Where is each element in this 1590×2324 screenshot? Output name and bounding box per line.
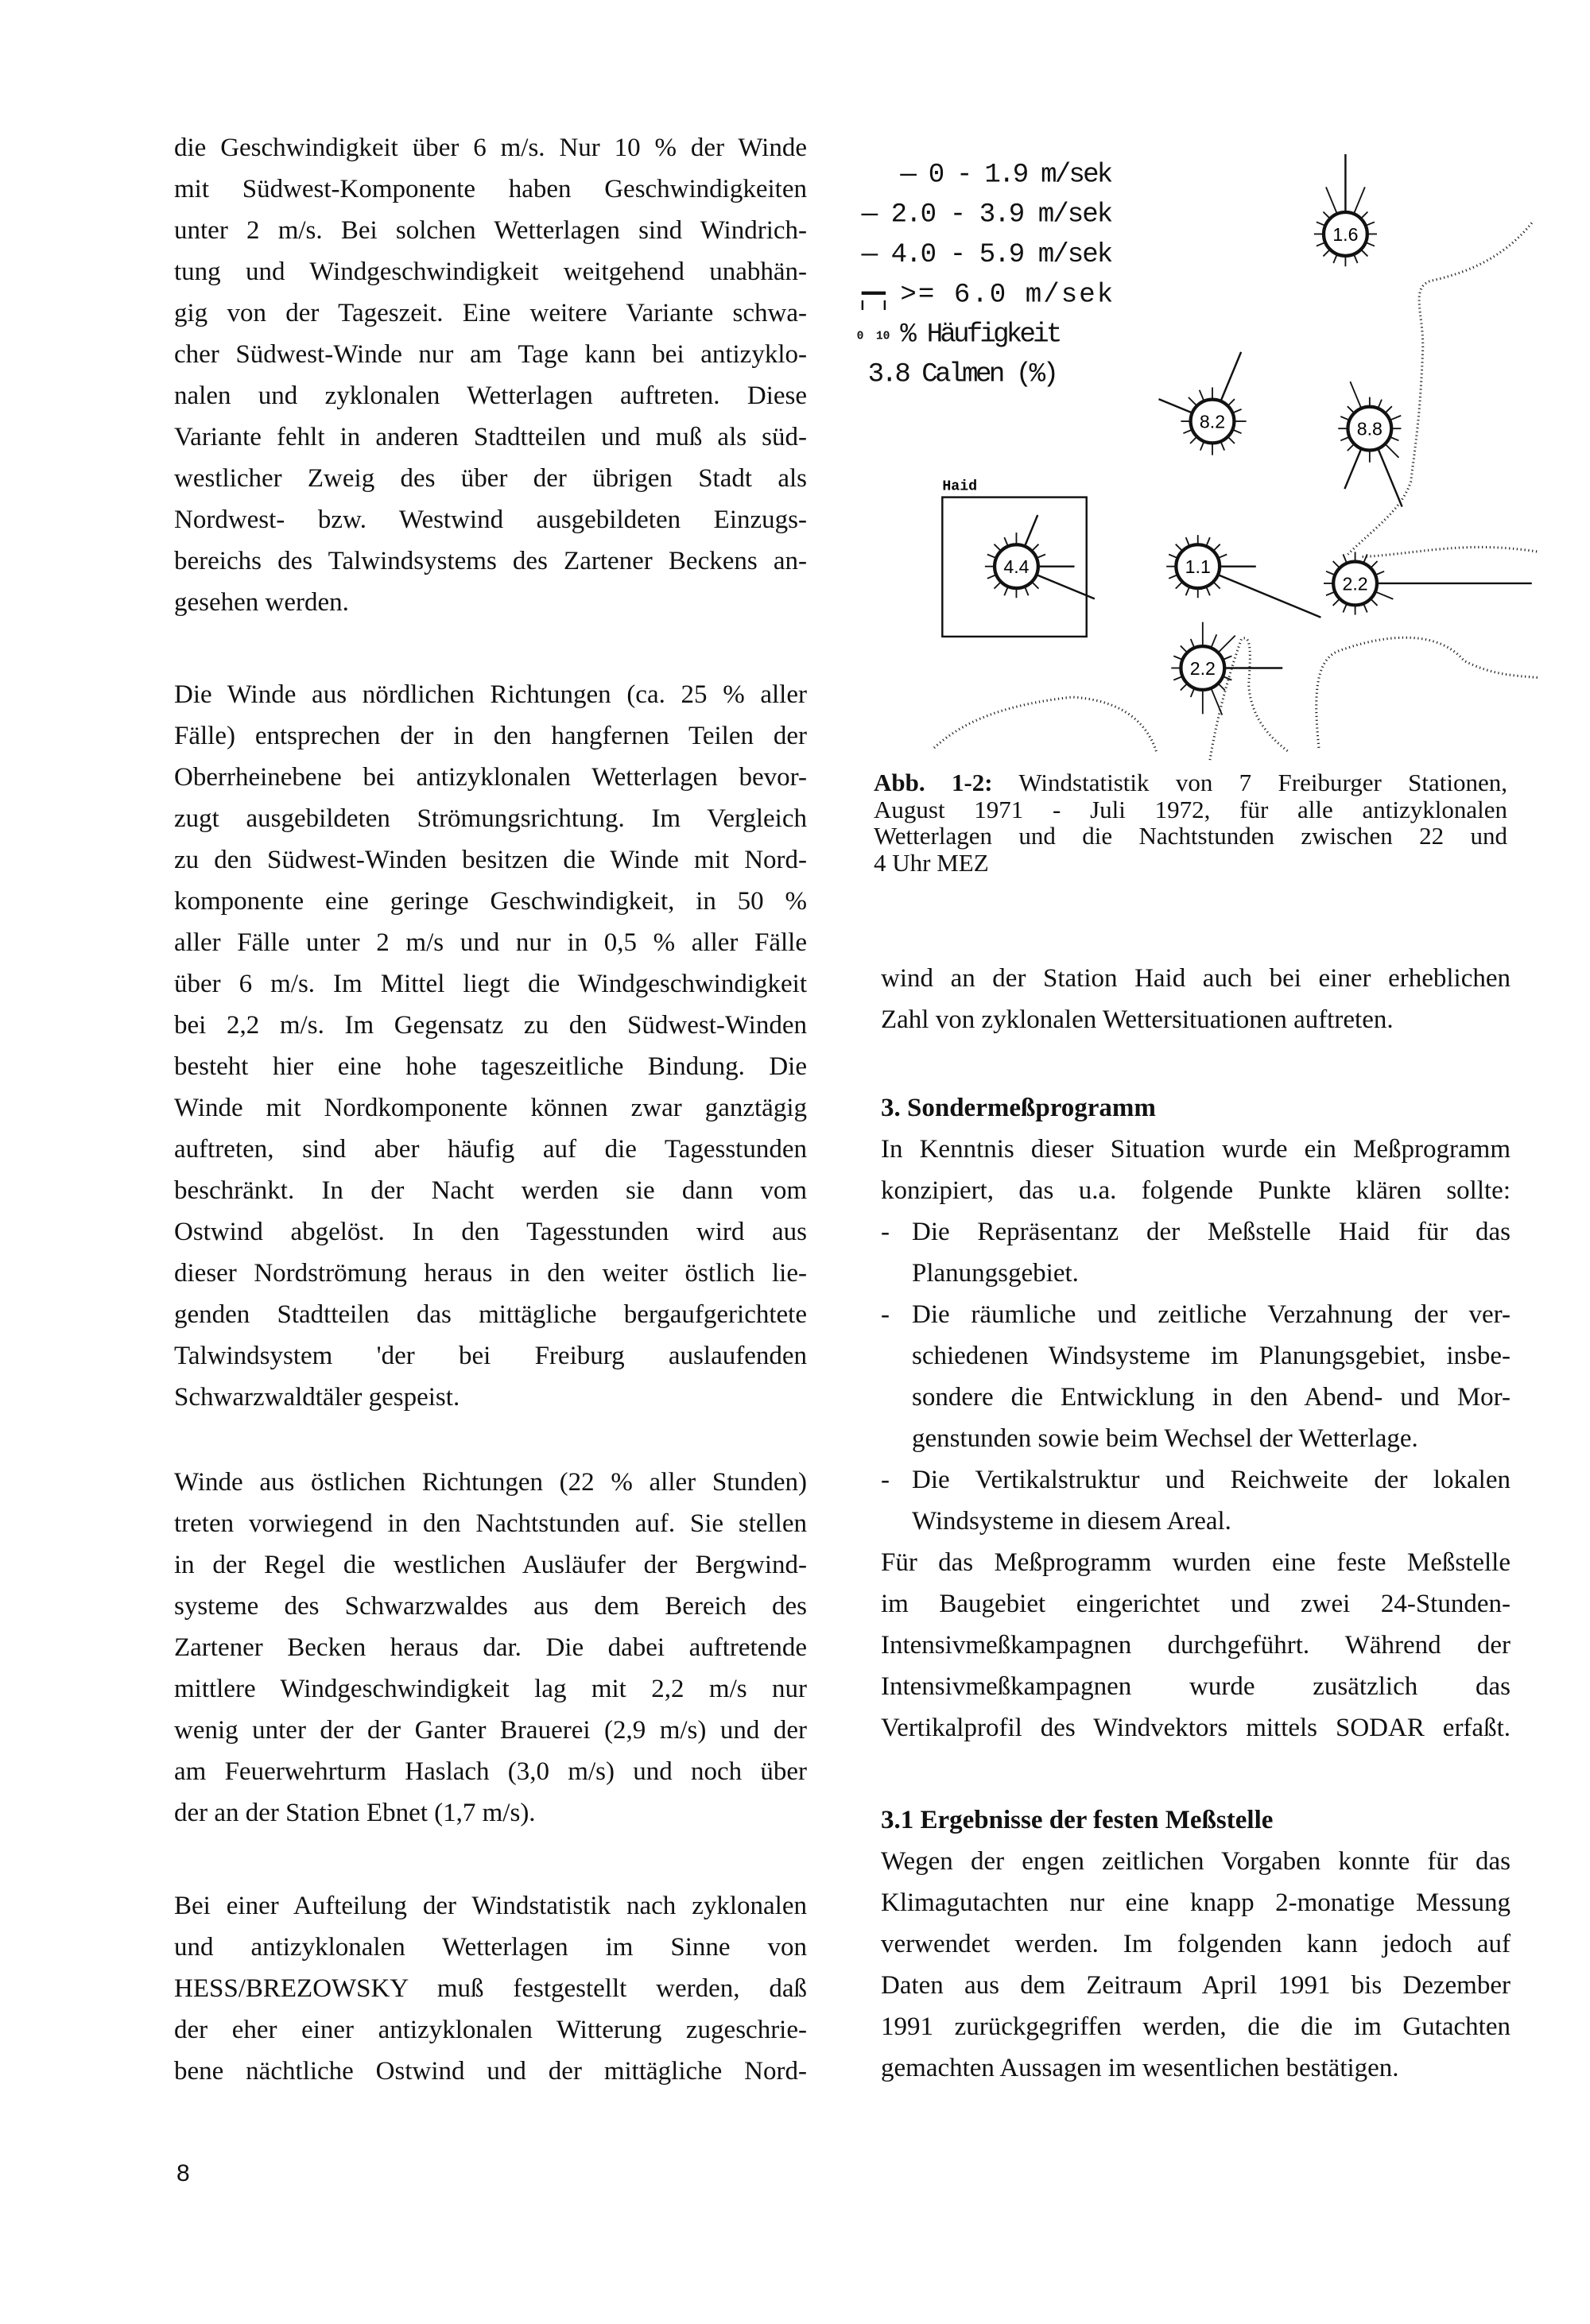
caption-text: August 1971 - Juli 1972, für alle antizyklonalen [874,795,1507,823]
text-line [881,1501,1510,1542]
text-line: und antizyklonalen Wetterlagen im Sinne von [174,1933,807,1962]
text-line: 1991 zurückgegriffen werden, die die im Gutachten [881,2012,1510,2041]
bullet-text: Die Vertikalstruktur und Reichweite der lokalen [912,1466,1510,1494]
section-3-1-heading: 3.1 Ergebnisse der festen Meßstelle [881,1806,1274,1834]
text-line: Winde aus östlichen Richtungen (22 % aller Stunden) [174,1468,807,1497]
bullet-text: sondere die Entwicklung in den Abend- und Mor- [912,1383,1510,1412]
wind-direction-spoke [1375,591,1393,598]
text-line: aller Fälle unter 2 m/s und nur in 0,5 % aller Fälle [174,928,807,957]
text-line: Ostwind abgelöst. In den Tagesstunden wird aus [174,1218,807,1246]
wind-rose-station [1338,382,1402,506]
text-line: cher Südwest-Winde nur am Tage kann bei antizyklo- [174,340,807,369]
text-line: besteht hier eine hohe tageszeitliche Bindung. Die [174,1052,807,1081]
text-line: HESS/BREZOWSKY muß festgestellt werden, daß [174,1974,807,2003]
caption-label: Abb. 1-2: [874,769,993,796]
caption-line [874,850,1507,877]
text-line: mittlere Windgeschwindigkeit lag mit 2,2 m/s nur [174,1675,807,1703]
legend-scale-10: 10 [875,330,890,343]
text-line: zugt ausgebildeten Strömungsrichtung. Im Vergleich [174,804,807,833]
text-line: unter 2 m/s. Bei solchen Wetterlagen sind Windrich- [174,216,807,245]
text-line: bei 2,2 m/s. Im Gegensatz zu den Südwest-Winden [174,1011,807,1040]
text-line: nalen und zyklonalen Wetterlagen auftreten. Diese [174,382,807,410]
figure-legend [857,161,1114,390]
calm-percentage-label: 4.4 [1003,556,1030,578]
map-boundaries [934,223,1539,760]
text-line [881,1335,1510,1377]
text-line: auftreten, sind aber häufig auf die Tagesstunden [174,1135,807,1164]
wind-direction-spoke [1211,634,1216,648]
right-intro [881,958,1510,1040]
caption-text: 4 Uhr MEZ [874,848,989,877]
wind-direction-spoke [1390,416,1401,420]
wind-direction-spoke [1350,382,1361,409]
wind-direction-spoke [1200,390,1204,401]
text-line: Daten aus dem Zeitraum April 1991 bis Dezember [881,1971,1510,2000]
calm-percentage-label: 1.6 [1332,223,1359,245]
text-line: systeme des Schwarzwaldes aus dem Bereich des [174,1592,807,1621]
text-line: Oberrheinebene bei antizyklonalen Wetterlagen bevor- [174,763,807,792]
page-number: 8 [176,2160,190,2186]
text-line: Talwindsystem 'der bei Freiburg auslaufenden [174,1342,807,1370]
section-3-heading: 3. Sondermeßprogramm [881,1094,1156,1122]
wind-direction-spoke [1211,688,1222,715]
text-line: in der Regel die westlichen Ausläufer der Bergwind- [174,1551,807,1579]
text-line: tung und Windgeschwindigkeit weitgehend unabhän- [174,258,807,286]
text-line: Winde mit Nordkomponente können zwar ganztägig [174,1094,807,1122]
wind-rose-station [1324,552,1532,614]
text-line [881,1253,1510,1294]
wind-direction-spoke [1025,515,1037,546]
wind-direction-spoke [1354,187,1365,214]
text-line: westlicher Zweig des über der übrigen Stadt als [174,464,807,493]
text-line [881,1211,1510,1253]
text-line: Zartener Becken heraus dar. Die dabei auftretende [174,1633,807,1662]
text-line: Klimagutachten nur eine knapp 2-monatige Messung [881,1888,1510,1917]
calm-percentage-label: 2.2 [1189,658,1216,680]
text-line: bereichs des Talwindsystems des Zartener Beckens an- [174,547,807,575]
text-line: Nordwest- bzw. Westwind ausgebildeten Einzugs- [174,505,807,534]
bullet-dash: - [881,1300,890,1329]
text-line: Intensivmeßkampagnen durchgeführt. Während der [881,1631,1510,1660]
legend-entry: — 0 - 1.9 m/sek [900,160,1114,191]
text-line [881,1459,1510,1501]
legend-entry: 3.8 Calmen (%) [867,359,1060,390]
caption-line [874,823,1507,850]
bullet-dash: - [881,1466,890,1494]
legend-gte6-symbol [862,293,886,310]
wind-direction-spoke [1159,399,1192,413]
bullet-list [881,1211,1510,1542]
wind-rose-station [1171,622,1282,715]
text-line: gesehen werden. [174,588,349,617]
text-line [881,1294,1510,1335]
text-line: wind an der Station Haid auch bei einer erheblichen [881,964,1510,993]
text-line: zu den Südwest-Winden besitzen die Winde mit Nord- [174,846,807,874]
text-line: Vertikalprofil des Windvektors mittels SODAR erfaßt. [881,1714,1510,1742]
text-line: am Feuerwehrturm Haslach (3,0 m/s) und noch über [174,1757,807,1786]
text-line: Bei einer Aufteilung der Windstatistik nach zyklonalen [174,1892,807,1920]
figure-caption [874,769,1507,876]
bullet-text: Planungsgebiet. [912,1259,1079,1288]
text-line [881,1377,1510,1418]
text-line: der an der Station Ebnet (1,7 m/s). [174,1799,536,1827]
wind-rose-station [1314,154,1377,266]
text-line: bene nächtliche Ostwind und der mittägliche Nord- [174,2057,807,2086]
bullet-item [881,1211,1510,1294]
text-line: Wegen der engen zeitlichen Vorgaben konnte für das [881,1847,1510,1876]
text-line: treten vorwiegend in den Nachtstunden auf. Sie stellen [174,1509,807,1538]
bullet-text: genstunden sowie beim Wechsel der Wetterlage. [912,1424,1418,1453]
text-line: im Baugebiet eingerichtet und zwei 24-Stunden- [881,1590,1510,1618]
wind-direction-spoke [1220,352,1241,401]
text-line: Intensivmeßkampagnen wurde zusätzlich das [881,1672,1510,1701]
text-line: über 6 m/s. Im Mittel liegt die Windgeschwindigkeit [174,970,807,998]
text-line: gemachten Aussagen im wesentlichen bestätigen. [881,2054,1399,2082]
section-3-1 [881,1799,1510,2089]
text-line: Zahl von zyklonalen Wettersituationen auftreten. [881,1005,1394,1034]
text-line: die Geschwindigkeit über 6 m/s. Nur 10 % der Winde [174,134,807,162]
bullet-item [881,1459,1510,1542]
caption-text: Wetterlagen und die Nachtstunden zwischen 22 und [874,822,1507,850]
wind-rose-station [1166,535,1320,618]
paragraph-4 [174,1885,807,2092]
wind-direction-spoke [1218,575,1320,618]
text-line: genden Stadtteilen das mittägliche bergaufgerichtete [174,1300,807,1329]
bullet-item [881,1294,1510,1459]
wind-rose-station [985,515,1095,598]
text-line: Die Winde aus nördlichen Richtungen (ca. 25 % aller [174,680,807,709]
text-line: komponente eine geringe Geschwindigkeit, in 50 % [174,887,807,916]
bullet-text: Die Repräsentanz der Meßstelle Haid für das [912,1218,1510,1246]
calm-percentage-label: 8.2 [1199,411,1226,432]
legend-entry: % Häufigkeit [900,320,1063,351]
text-line: wenig unter der der Ganter Brauerei (2,9 m/s) und der [174,1716,807,1745]
text-line: mit Südwest-Komponente haben Geschwindigkeiten [174,175,807,203]
wind-direction-spoke [1189,397,1197,406]
text-line: gig von der Tageszeit. Eine weitere Variante schwa- [174,299,807,327]
section-3-1-text [881,1841,1510,2089]
text-line: Variante fehlt in anderen Stadtteilen und muß als süd- [174,423,807,451]
text-line: Fälle) entsprechen der in den hangfernen Teilen der [174,722,807,750]
legend-entry: — 2.0 - 3.9 m/sek [861,199,1114,230]
text-line: In Kenntnis dieser Situation wurde ein Meßprogramm [881,1135,1510,1164]
bullet-text: Windsysteme in diesem Areal. [912,1507,1231,1536]
text-line: verwendet werden. Im folgenden kann jedoch auf [881,1930,1510,1958]
bullet-dash: - [881,1218,890,1246]
wind-direction-spoke [1344,448,1361,489]
text-line [881,1418,1510,1459]
legend-entry: >= 6.0 m/sek [900,280,1114,311]
legend-scale-0: 0 [856,330,864,343]
calm-percentage-label: 1.1 [1185,556,1211,578]
caption-line [874,796,1507,823]
haid-label: Haid [942,478,978,495]
bullet-text: schiedenen Windsysteme im Planungsgebiet, insbe- [912,1342,1510,1370]
section-3 [881,1087,1510,1749]
paragraph-3 [174,1462,807,1834]
bullet-text: Die räumliche und zeitliche Verzahnung der ver- [912,1300,1510,1329]
wind-direction-spoke [1326,187,1337,214]
text-line: konzipiert, das u.a. folgende Punkte klären sollte: [881,1176,1510,1205]
text-line: Schwarzwaldtäler gespeist. [174,1383,460,1412]
section-3-intro [881,1129,1510,1211]
paragraph-2 [174,674,807,1418]
wind-direction-spoke [1385,444,1398,458]
text-line: der eher einer antizyklonalen Witterung zugeschrie- [174,2016,807,2044]
wind-rose-station [1159,352,1247,455]
section-3-outro [881,1542,1510,1749]
text-line: beschränkt. In der Nacht werden sie dann vom [174,1176,807,1205]
caption-text: Windstatistik von 7 Freiburger Stationen, [1018,769,1507,796]
text-line: Für das Meßprogramm wurden eine feste Meßstelle [881,1548,1510,1577]
calm-percentage-label: 2.2 [1342,573,1368,595]
caption-line [874,769,1507,796]
legend-entry: — 4.0 - 5.9 m/sek [861,240,1114,271]
calm-percentage-label: 8.8 [1356,418,1383,440]
paragraph-1 [174,127,807,623]
wind-direction-spoke [1218,636,1235,653]
text-line: dieser Nordströmung heraus in den weiter östlich lie- [174,1259,807,1288]
